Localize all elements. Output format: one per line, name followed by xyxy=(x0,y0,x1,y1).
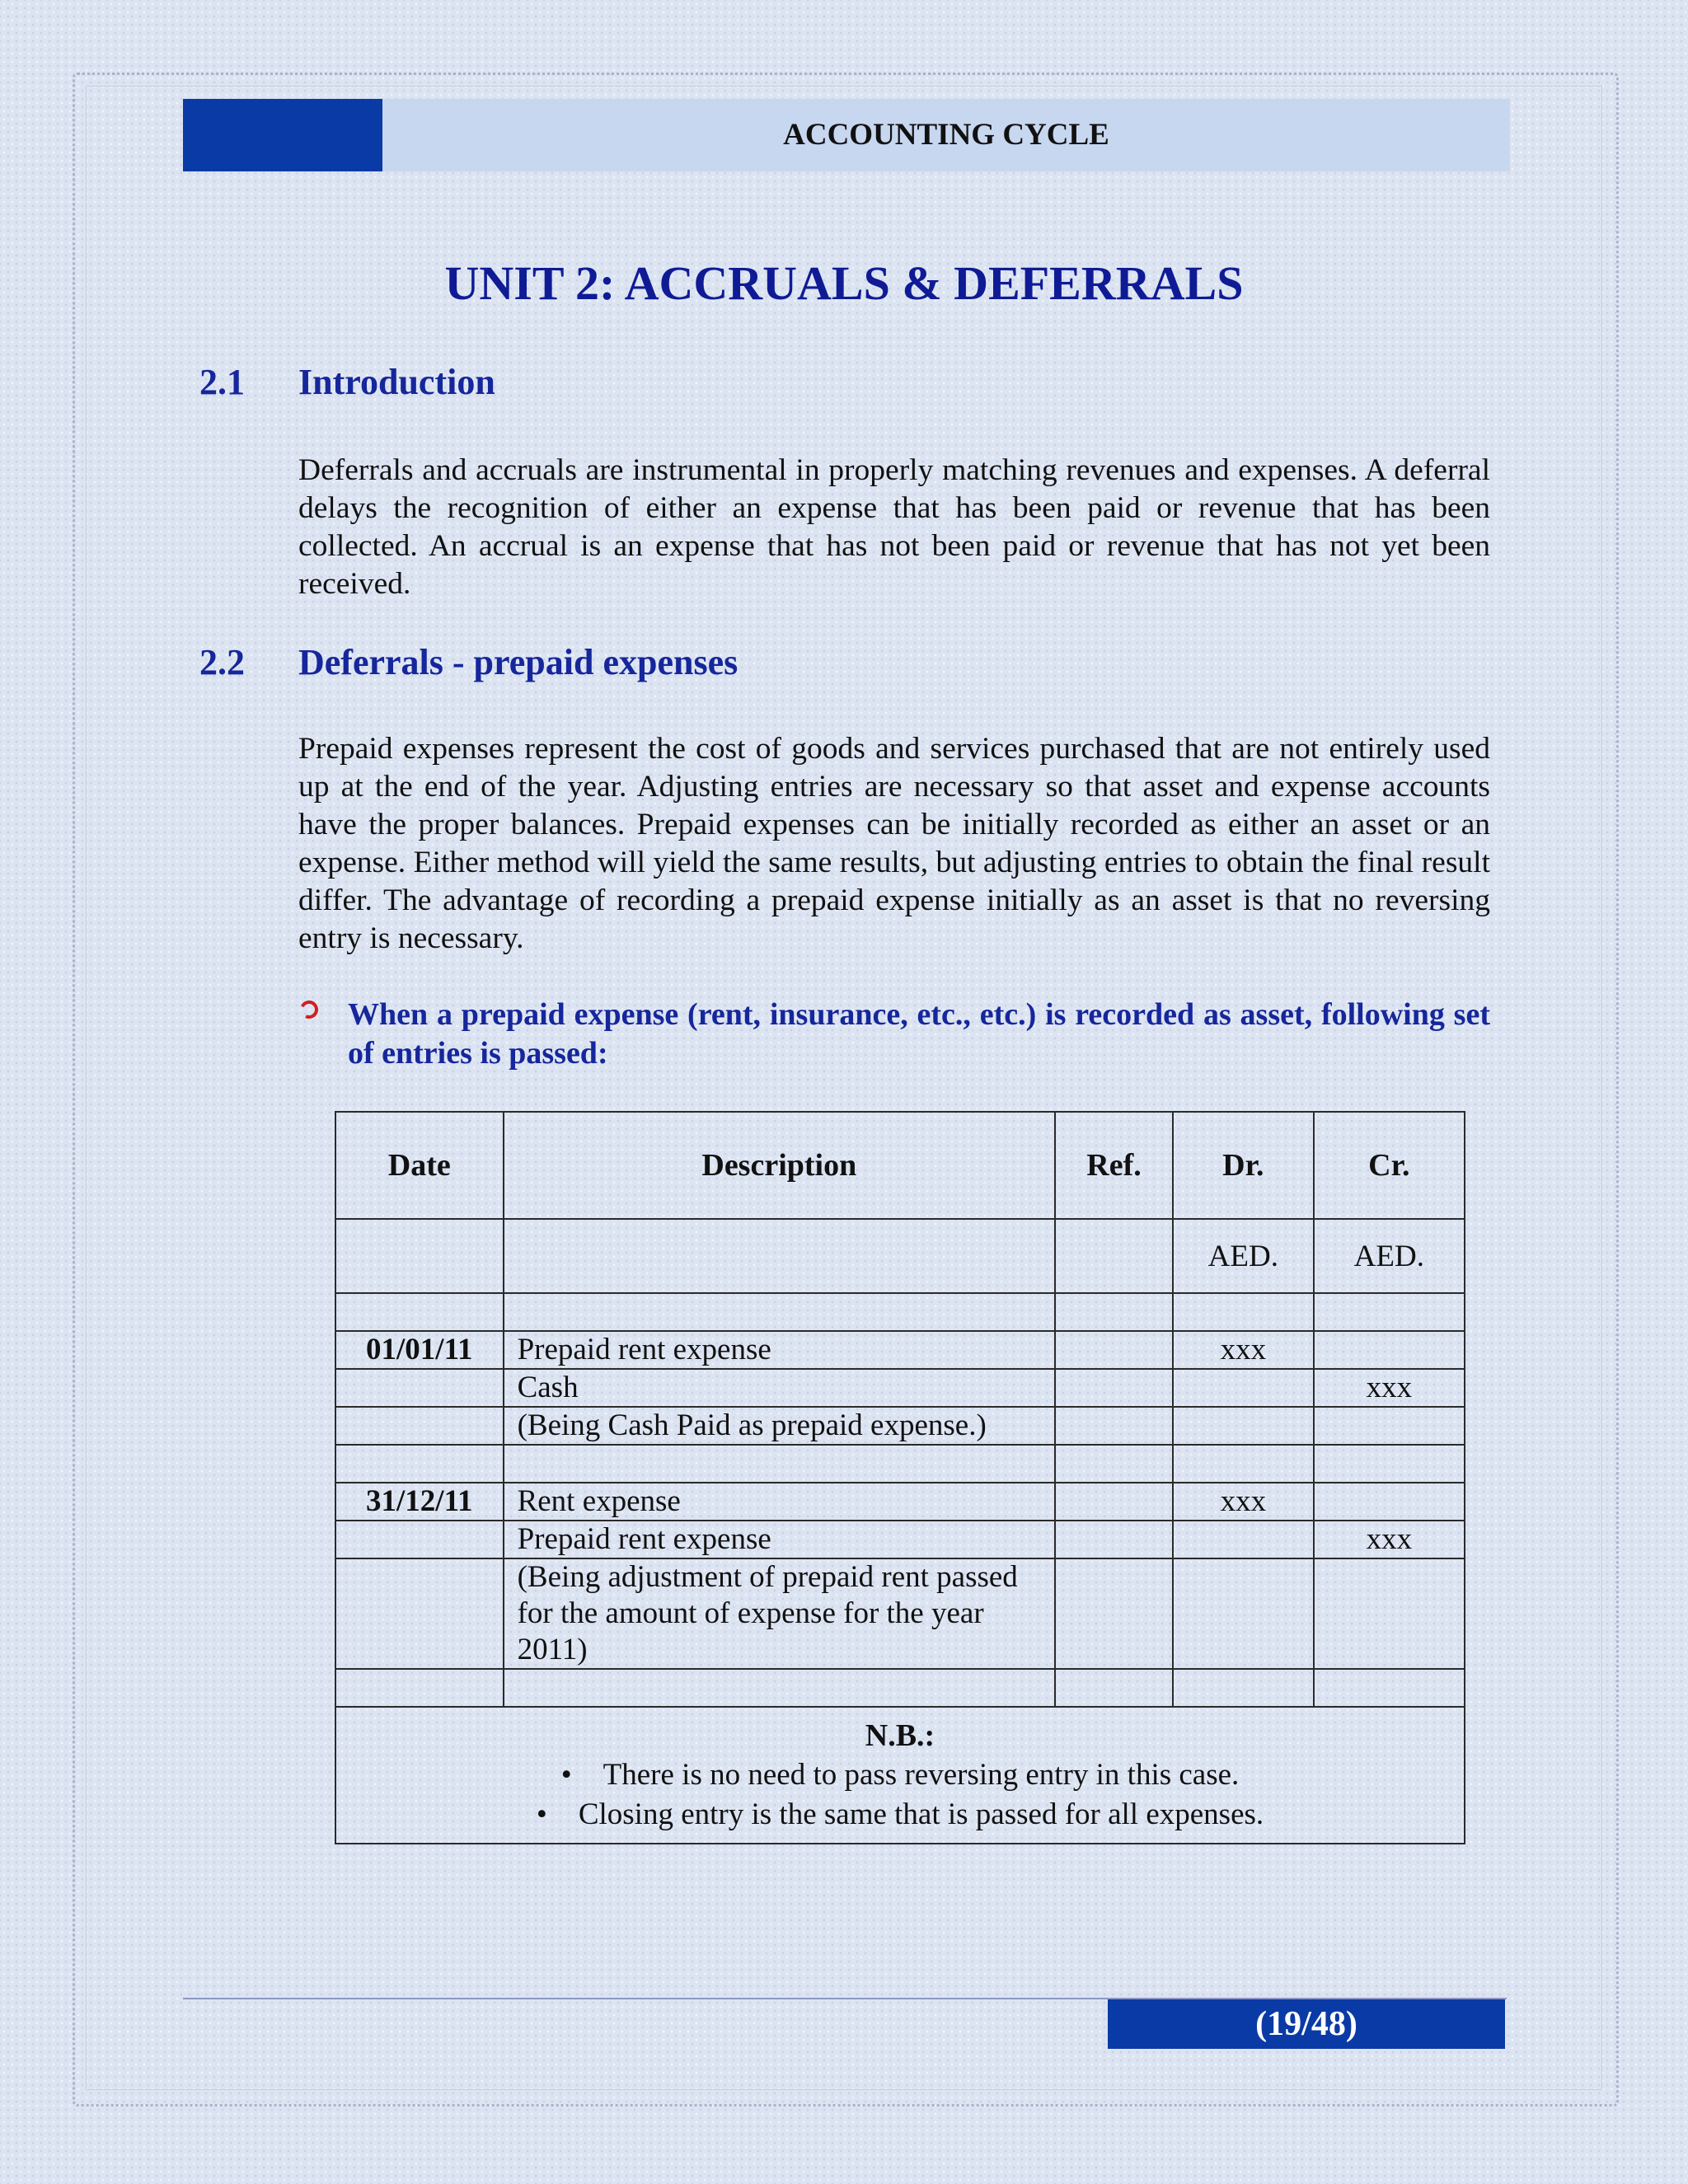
table-row xyxy=(335,1521,1465,1558)
entry1-credit-account: Cash xyxy=(504,1369,1056,1407)
note-item: • There is no need to pass reversing entry in this case. xyxy=(349,1755,1451,1795)
note-title: N.B.: xyxy=(865,1718,935,1753)
header-accent-block xyxy=(183,99,382,171)
table-row xyxy=(335,1483,1465,1521)
unit-title: UNIT 2: ACCRUALS & DEFERRALS xyxy=(444,256,1244,310)
table-row xyxy=(335,1558,1465,1669)
currency-dr: AED. xyxy=(1173,1219,1314,1293)
col-header-description: Description xyxy=(504,1112,1056,1219)
deferrals-paragraph: Prepaid expenses represent the cost of goods and services purchased that are not entirely used up at the end of the year. Adjusting entries are necessary so that asset and expense accounts have the proper balances. Prepaid expenses can be initially recorded as either an asset or an expense. Either method will yield the same results, but adjusting entries to obtain the final result differ. The advantage of recording a prepaid expense initially as an asset is that no reversing entry is necessary. xyxy=(298,732,1490,955)
note-list xyxy=(349,1755,1451,1835)
introduction-paragraph: Deferrals and accruals are instrumental in properly matching revenues and expenses. A deferral delays the recognition of either an expense that has been paid or revenue that has been collected. An accrual is an expense that has not been paid or revenue that has not yet been received. xyxy=(298,453,1490,601)
entry1-narration: (Being Cash Paid as prepaid expense.) xyxy=(504,1407,1056,1445)
currency-cr: AED. xyxy=(1314,1219,1465,1293)
entry2-debit-account: Rent expense xyxy=(504,1483,1056,1521)
table-row-spacer xyxy=(335,1669,1465,1707)
col-header-date: Date xyxy=(335,1112,504,1219)
page-number: (19/48) xyxy=(1108,1999,1505,2049)
section-number-2-2: 2.2 xyxy=(199,642,245,682)
journal-table xyxy=(335,1111,1465,1844)
section-title-introduction: Introduction xyxy=(298,362,495,402)
table-row xyxy=(335,1407,1465,1445)
bullet-text: When a prepaid expense (rent, insurance, etc., etc.) is recorded as asset, following set of entries is passed: xyxy=(348,997,1490,1071)
note-item: • Closing entry is the same that is passed for all expenses. xyxy=(349,1795,1451,1835)
col-header-cr: Cr. xyxy=(1314,1112,1465,1219)
entry1-debit-account: Prepaid rent expense xyxy=(504,1331,1056,1369)
table-row xyxy=(335,1331,1465,1369)
entry2-narration: (Being adjustment of prepaid rent passed for the amount of expense for the year 2011) xyxy=(504,1558,1056,1669)
col-header-ref: Ref. xyxy=(1055,1112,1173,1219)
section-title-deferrals: Deferrals - prepaid expenses xyxy=(298,642,738,682)
col-header-dr: Dr. xyxy=(1173,1112,1314,1219)
entry1-debit-amount: xxx xyxy=(1173,1331,1314,1369)
section-number-2-1: 2.1 xyxy=(199,362,245,402)
header-title: ACCOUNTING CYCLE xyxy=(783,118,1109,152)
entry2-credit-amount: xxx xyxy=(1314,1521,1465,1558)
note-row xyxy=(335,1707,1465,1844)
entry1-date: 01/01/11 xyxy=(335,1331,504,1369)
table-row-spacer xyxy=(335,1445,1465,1483)
entry2-debit-amount: xxx xyxy=(1173,1483,1314,1521)
entry2-date: 31/12/11 xyxy=(335,1483,504,1521)
entry1-credit-amount: xxx xyxy=(1314,1369,1465,1407)
table-header-row xyxy=(335,1112,1465,1219)
entry2-credit-account: Prepaid rent expense xyxy=(504,1521,1056,1558)
table-row-spacer xyxy=(335,1293,1465,1331)
table-row xyxy=(335,1369,1465,1407)
currency-row xyxy=(335,1219,1465,1293)
